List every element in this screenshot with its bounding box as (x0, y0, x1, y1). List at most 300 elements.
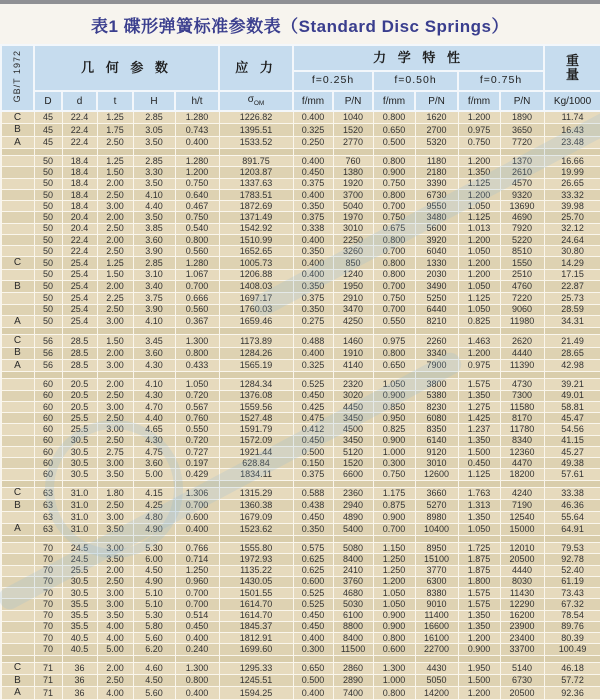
data-cell: 4240 (500, 487, 544, 499)
data-cell: 0.400 (293, 347, 333, 359)
data-cell: 8170 (500, 413, 544, 424)
table-row (1, 621, 600, 632)
row-series-class-cell (1, 554, 34, 565)
spacer-cell (458, 328, 500, 335)
data-cell: 2250 (333, 234, 373, 245)
data-cell: 1.200 (458, 189, 500, 200)
data-cell: 18.4 (62, 167, 97, 178)
spacer-cell (333, 655, 373, 662)
data-cell: 1510.99 (219, 234, 293, 245)
data-cell: 1659.46 (219, 315, 293, 327)
spacer-cell (458, 536, 500, 543)
data-cell: 1135.22 (219, 565, 293, 576)
table-row (1, 644, 600, 655)
spacer-cell (373, 149, 415, 156)
data-cell: 46.36 (544, 500, 600, 512)
data-cell: 0.800 (373, 633, 415, 644)
data-cell: 0.550 (373, 315, 415, 327)
data-cell: 50 (34, 178, 62, 189)
spacer-cell (544, 655, 600, 662)
data-cell: 70 (34, 588, 62, 599)
data-cell: 5380 (415, 390, 458, 401)
data-cell: 79.53 (544, 543, 600, 554)
data-cell: 9120 (415, 446, 458, 457)
weight-group-header: 重 量 (544, 45, 600, 91)
data-cell: 11500 (333, 644, 373, 655)
data-cell: 0.412 (293, 424, 333, 435)
data-cell: 6.20 (133, 644, 175, 655)
spacer-cell (373, 328, 415, 335)
col-header-d: d (62, 91, 97, 111)
data-cell: 1430.05 (219, 576, 293, 587)
data-cell: 3770 (415, 565, 458, 576)
data-cell: 0.197 (175, 458, 219, 469)
data-cell: 50 (34, 167, 62, 178)
row-series-class-cell: A (1, 523, 34, 535)
data-cell: 8210 (415, 315, 458, 327)
data-cell: 0.567 (175, 401, 219, 412)
data-cell: 0.750 (175, 178, 219, 189)
table-row (1, 565, 600, 576)
data-cell: 3.30 (133, 167, 175, 178)
data-cell: 4.40 (133, 201, 175, 212)
data-cell: 4.00 (97, 633, 133, 644)
data-cell: 39.21 (544, 379, 600, 390)
data-cell: 4.10 (133, 189, 175, 200)
data-cell: 0.450 (293, 167, 333, 178)
row-series-class-cell (1, 610, 34, 621)
spacer-cell (333, 149, 373, 156)
data-cell: 1527.48 (219, 413, 293, 424)
data-cell: 1555.80 (219, 543, 293, 554)
data-cell: 50 (34, 304, 62, 315)
data-cell: 26.65 (544, 178, 600, 189)
data-cell: 12540 (500, 512, 544, 523)
spacer-cell (219, 536, 293, 543)
data-cell: 0.950 (373, 413, 415, 424)
data-cell: 8950 (415, 543, 458, 554)
data-cell: 0.588 (293, 487, 333, 499)
data-cell: 0.800 (373, 257, 415, 269)
data-cell: 4730 (500, 379, 544, 390)
row-series-class-cell: B (1, 124, 34, 136)
table-row (1, 111, 600, 124)
data-cell: 1.250 (175, 565, 219, 576)
data-cell: 1.200 (458, 633, 500, 644)
spacer-cell (34, 655, 62, 662)
data-cell: 50 (34, 246, 62, 257)
data-cell: 0.375 (293, 178, 333, 189)
row-series-class-cell (1, 293, 34, 304)
spacer-cell (133, 149, 175, 156)
data-cell: 25.73 (544, 293, 600, 304)
data-cell: 3.10 (133, 269, 175, 280)
data-cell: 1.463 (458, 335, 500, 347)
data-cell: 3.00 (97, 599, 133, 610)
data-cell: 89.76 (544, 621, 600, 632)
table-row (1, 212, 600, 223)
data-cell: 20.5 (62, 379, 97, 390)
data-cell: 4.30 (133, 435, 175, 446)
data-cell: 0.350 (293, 304, 333, 315)
data-cell: 0.400 (293, 633, 333, 644)
col-header-f025: f/mm (293, 91, 333, 111)
table-row (1, 599, 600, 610)
data-cell: 0.960 (175, 576, 219, 587)
data-cell: 4.50 (133, 565, 175, 576)
data-cell: 21.49 (544, 335, 600, 347)
data-cell: 5.00 (97, 644, 133, 655)
data-cell: 0.975 (458, 360, 500, 372)
row-series-class-cell (1, 156, 34, 167)
row-series-class-cell: A (1, 360, 34, 372)
data-cell: 0.467 (175, 201, 219, 212)
data-cell: 7300 (500, 390, 544, 401)
data-cell: 4.90 (133, 576, 175, 587)
data-cell: 0.500 (293, 446, 333, 457)
data-cell: 6080 (415, 413, 458, 424)
spacer-cell (175, 536, 219, 543)
data-cell: 2.85 (133, 257, 175, 269)
table-row (1, 512, 600, 523)
spacer-cell (500, 328, 544, 335)
data-cell: 2.00 (97, 662, 133, 674)
data-cell: 3.05 (133, 124, 175, 136)
data-cell: 1.500 (458, 446, 500, 457)
data-cell: 11980 (500, 315, 544, 327)
data-cell: 30.5 (62, 469, 97, 480)
data-cell: 1.000 (373, 446, 415, 457)
data-cell: 2.50 (97, 435, 133, 446)
data-cell: 25.4 (62, 269, 97, 280)
data-cell: 5250 (415, 293, 458, 304)
data-cell: 4.40 (133, 413, 175, 424)
data-cell: 0.800 (373, 234, 415, 245)
data-cell: 25.4 (62, 304, 97, 315)
data-cell: 50 (34, 315, 62, 327)
data-cell: 1501.55 (219, 588, 293, 599)
data-cell: 22.4 (62, 124, 97, 136)
data-cell: 1542.92 (219, 223, 293, 234)
deflection-025h-header: f=0.25h (293, 71, 373, 91)
data-cell: 3.50 (133, 212, 175, 223)
row-series-class-cell: A (1, 687, 34, 700)
spacer-cell (175, 328, 219, 335)
data-cell: 63 (34, 487, 62, 499)
data-cell: 8400 (333, 554, 373, 565)
data-cell: 6040 (415, 246, 458, 257)
data-cell: 16100 (415, 633, 458, 644)
data-cell: 2.00 (97, 379, 133, 390)
data-cell: 0.525 (293, 588, 333, 599)
data-cell: 3020 (333, 390, 373, 401)
spacer-cell (373, 655, 415, 662)
data-cell: 0.825 (373, 424, 415, 435)
data-cell: 1.575 (458, 379, 500, 390)
data-cell: 0.325 (293, 124, 333, 136)
data-cell: 1.575 (458, 588, 500, 599)
data-cell: 4.10 (133, 379, 175, 390)
table-row (1, 458, 600, 469)
data-cell: 3.00 (97, 315, 133, 327)
data-cell: 4890 (333, 512, 373, 523)
data-cell: 8510 (500, 246, 544, 257)
row-series-class-cell (1, 212, 34, 223)
data-cell: 0.750 (373, 178, 415, 189)
data-cell: 22.4 (62, 111, 97, 124)
data-cell: 60 (34, 458, 62, 469)
data-cell: 0.429 (175, 469, 219, 480)
spacer-cell (415, 536, 458, 543)
data-cell: 1572.09 (219, 435, 293, 446)
data-cell: 1380 (333, 167, 373, 178)
data-cell: 1.350 (458, 167, 500, 178)
data-cell: 92.78 (544, 554, 600, 565)
data-cell: 1295.33 (219, 662, 293, 674)
data-cell: 23400 (500, 633, 544, 644)
spacer-cell (219, 372, 293, 379)
data-cell: 3.00 (97, 424, 133, 435)
data-cell: 1.50 (97, 269, 133, 280)
data-cell: 70 (34, 621, 62, 632)
data-cell: 0.900 (373, 621, 415, 632)
data-cell: 3450 (333, 435, 373, 446)
spacer-cell (293, 536, 333, 543)
data-cell: 1.200 (458, 257, 500, 269)
data-cell: 2.00 (97, 565, 133, 576)
data-cell: 4500 (333, 424, 373, 435)
data-cell: 1550 (500, 257, 544, 269)
spacer-cell (175, 480, 219, 487)
data-cell: 4470 (500, 458, 544, 469)
geometry-group-header: 几 何 参 数 (34, 45, 219, 91)
data-cell: 67.32 (544, 599, 600, 610)
data-cell: 8340 (500, 435, 544, 446)
table-row (1, 633, 600, 644)
table-row (1, 554, 600, 565)
spacer-cell (458, 655, 500, 662)
data-cell: 3.50 (133, 136, 175, 148)
data-cell: 1520 (333, 124, 373, 136)
data-cell: 1.725 (458, 543, 500, 554)
spacer-cell (97, 149, 133, 156)
data-cell: 1206.88 (219, 269, 293, 280)
data-cell: 1565.19 (219, 360, 293, 372)
data-cell: 45 (34, 136, 62, 148)
data-cell: 1337.63 (219, 178, 293, 189)
data-cell: 0.700 (373, 523, 415, 535)
data-cell: 7720 (500, 136, 544, 148)
data-cell: 25.4 (62, 281, 97, 293)
spacer-cell (97, 655, 133, 662)
data-cell: 3760 (333, 576, 373, 587)
data-cell: 4140 (333, 360, 373, 372)
row-series-class-cell (1, 167, 34, 178)
data-cell: 1371.49 (219, 212, 293, 223)
data-cell: 9010 (415, 599, 458, 610)
data-cell: 5320 (415, 136, 458, 148)
row-series-class-cell (1, 390, 34, 401)
table-row (1, 156, 600, 167)
row-series-class-cell (1, 633, 34, 644)
row-series-class-cell (1, 223, 34, 234)
data-cell: 0.375 (293, 469, 333, 480)
row-series-class-cell: C (1, 335, 34, 347)
row-series-class-cell (1, 512, 34, 523)
data-cell: 18.4 (62, 178, 97, 189)
data-cell: 3480 (415, 212, 458, 223)
data-cell: 3920 (415, 234, 458, 245)
table-row (1, 446, 600, 457)
data-cell: 20500 (500, 554, 544, 565)
data-cell: 1812.91 (219, 633, 293, 644)
data-cell: 13690 (500, 201, 544, 212)
data-cell: 31.0 (62, 487, 97, 499)
spacer-cell (62, 149, 97, 156)
data-cell: 4.15 (133, 487, 175, 499)
data-cell: 1.050 (175, 379, 219, 390)
data-cell: 5030 (333, 599, 373, 610)
data-cell: 1.050 (458, 201, 500, 212)
data-cell: 2860 (333, 662, 373, 674)
data-cell: 16.66 (544, 156, 600, 167)
data-cell: 1620 (415, 111, 458, 124)
data-cell: 2.50 (97, 223, 133, 234)
data-cell: 1890 (500, 111, 544, 124)
row-series-class-cell: C (1, 662, 34, 674)
data-cell: 0.540 (175, 223, 219, 234)
spacer-cell (373, 372, 415, 379)
data-cell: 3.00 (97, 543, 133, 554)
spacer-cell (97, 480, 133, 487)
data-cell: 3.45 (133, 335, 175, 347)
data-cell: 30.5 (62, 588, 97, 599)
data-cell: 0.800 (373, 156, 415, 167)
table-row (1, 124, 600, 136)
data-cell: 30.5 (62, 446, 97, 457)
data-cell: 1594.25 (219, 687, 293, 700)
data-cell: 0.700 (373, 281, 415, 293)
data-cell: 3490 (415, 281, 458, 293)
data-cell: 56 (34, 360, 62, 372)
data-cell: 0.743 (175, 124, 219, 136)
data-cell: 3010 (415, 458, 458, 469)
spacer-cell (544, 149, 600, 156)
data-cell: 39.98 (544, 201, 600, 212)
data-cell: 1760.03 (219, 304, 293, 315)
table-row (1, 189, 600, 200)
data-cell: 4.75 (133, 446, 175, 457)
data-cell: 0.750 (458, 136, 500, 148)
data-cell: 1614.70 (219, 599, 293, 610)
data-cell: 11390 (500, 360, 544, 372)
data-cell: 1.350 (458, 435, 500, 446)
data-cell: 1.950 (458, 662, 500, 674)
data-cell: 6730 (415, 189, 458, 200)
data-cell: 25.5 (62, 565, 97, 576)
data-cell: 9550 (415, 201, 458, 212)
data-cell: 3650 (500, 124, 544, 136)
data-cell: 1.75 (97, 124, 133, 136)
data-cell: 4.00 (97, 621, 133, 632)
data-cell: 20500 (500, 687, 544, 700)
table-row (1, 269, 600, 280)
spacer-cell (62, 372, 97, 379)
data-cell: 0.500 (373, 136, 415, 148)
spacer-cell (415, 655, 458, 662)
spacer-cell (415, 328, 458, 335)
data-cell: 70 (34, 543, 62, 554)
spacer-row (1, 480, 600, 487)
data-cell: 1.125 (458, 212, 500, 223)
data-cell: 0.800 (175, 347, 219, 359)
data-cell: 11780 (500, 424, 544, 435)
data-cell: 1.350 (458, 512, 500, 523)
data-cell: 0.750 (373, 212, 415, 223)
data-cell: 0.600 (293, 576, 333, 587)
data-cell: 0.275 (293, 315, 333, 327)
data-cell: 1.050 (458, 304, 500, 315)
col-header-ht: h/t (175, 91, 219, 111)
data-cell: 4250 (333, 315, 373, 327)
data-cell: 22.4 (62, 246, 97, 257)
data-cell: 2620 (500, 335, 544, 347)
data-cell: 8400 (333, 633, 373, 644)
col-header-P025: P/N (333, 91, 373, 111)
data-cell: 10400 (415, 523, 458, 535)
data-cell: 58.81 (544, 401, 600, 412)
spacer-row (1, 372, 600, 379)
data-cell: 0.625 (293, 565, 333, 576)
data-cell: 1559.56 (219, 401, 293, 412)
data-cell: 3.50 (97, 554, 133, 565)
data-cell: 1203.87 (219, 167, 293, 178)
data-cell: 2360 (333, 487, 373, 499)
data-cell: 1697.17 (219, 293, 293, 304)
data-cell: 5270 (415, 500, 458, 512)
row-series-class-cell: B (1, 347, 34, 359)
data-cell: 5400 (333, 523, 373, 535)
data-cell: 1520 (333, 458, 373, 469)
data-cell: 3.75 (133, 293, 175, 304)
data-cell: 2.00 (97, 281, 133, 293)
table-row (1, 257, 600, 269)
data-cell: 1872.69 (219, 201, 293, 212)
data-cell: 8030 (500, 576, 544, 587)
data-cell: 5.10 (133, 599, 175, 610)
data-cell: 64.91 (544, 523, 600, 535)
data-cell: 60 (34, 446, 62, 457)
spacer-cell (1, 536, 34, 543)
data-cell: 14.29 (544, 257, 600, 269)
data-cell: 3.50 (133, 178, 175, 189)
data-cell: 0.240 (175, 644, 219, 655)
disc-spring-table (0, 44, 600, 700)
spacer-cell (133, 372, 175, 379)
data-cell: 5.80 (133, 621, 175, 632)
data-cell: 0.850 (373, 401, 415, 412)
col-header-t: t (97, 91, 133, 111)
data-cell: 6140 (415, 435, 458, 446)
data-cell: 628.84 (219, 458, 293, 469)
table-row (1, 401, 600, 412)
data-cell: 1.050 (373, 588, 415, 599)
data-cell: 5140 (500, 662, 544, 674)
data-cell: 5080 (333, 543, 373, 554)
data-cell: 2260 (415, 335, 458, 347)
row-series-class-cell: A (1, 315, 34, 327)
data-cell: 7400 (333, 687, 373, 700)
